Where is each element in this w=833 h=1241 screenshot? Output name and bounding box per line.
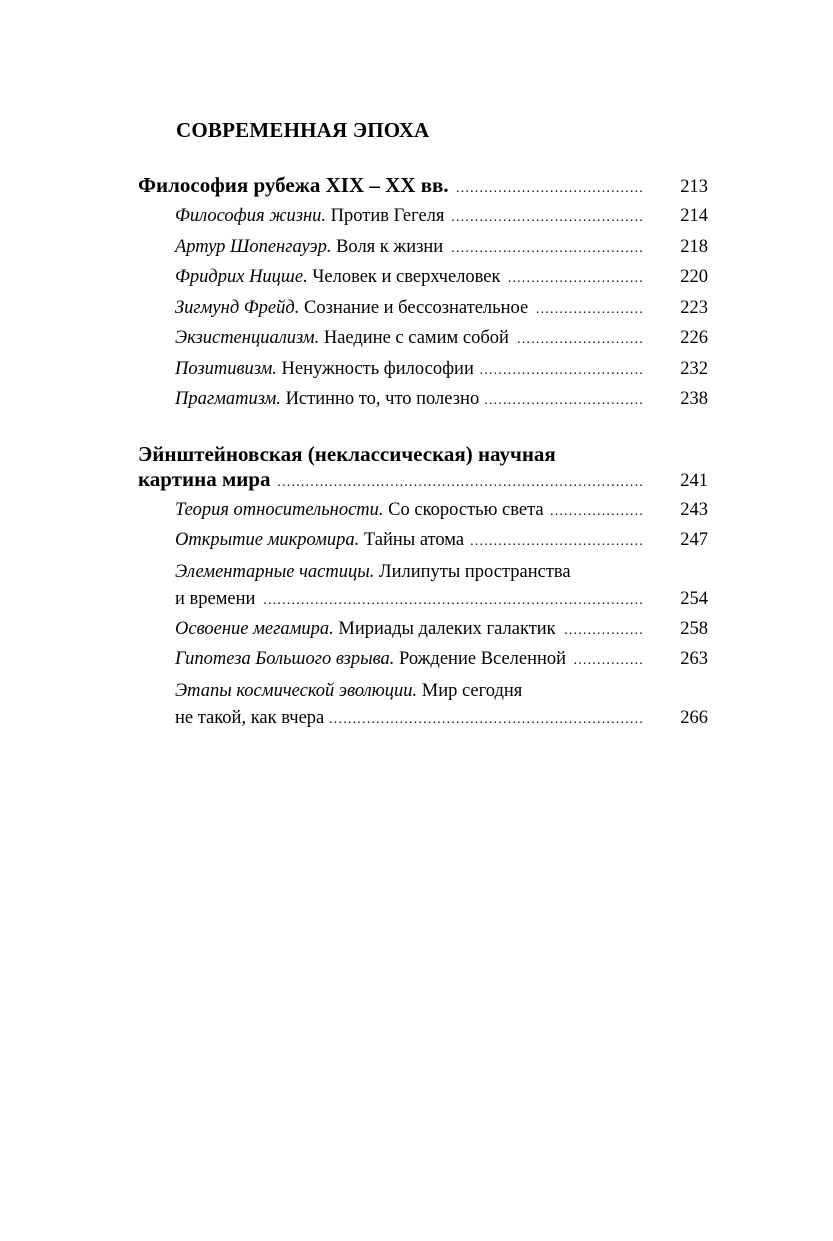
dot-leader (480, 356, 644, 386)
toc-entry (138, 615, 708, 646)
dot-leader (507, 264, 644, 294)
dot-leader (330, 706, 644, 733)
page-number: 238 (680, 389, 708, 409)
page-number: 226 (680, 328, 708, 348)
entry-title: Сознание и бессознательное (299, 297, 529, 318)
entry-italic: Фридрих Ницше. (175, 267, 308, 287)
entry-title: Воля к жизни (331, 236, 444, 257)
dot-leader (449, 234, 644, 264)
entry-italic: Артур Шопенгауэр. (175, 236, 332, 257)
entry-title: Со скоростью света (383, 499, 544, 520)
chapter-title-line2: картина мира (138, 466, 271, 491)
chapter-heading (138, 466, 708, 496)
entry-italic: Этапы космической эволюции. (175, 680, 418, 701)
part-title: СОВРЕМЕННАЯ ЭПОХА (176, 118, 430, 142)
entry-italic: Философия жизни. (175, 206, 327, 226)
entry-italic: Экзистенциализм. (175, 328, 320, 348)
entry-title: Человек и сверхчеловек (307, 267, 501, 287)
entry-italic: Позитивизм. (175, 358, 277, 379)
entry-title: Лилипуты пространства (374, 561, 571, 582)
entry-title: Тайны атома (359, 530, 465, 550)
toc-chapter (138, 172, 708, 416)
dot-leader (470, 527, 644, 557)
entry-title: Ненужность философии (276, 358, 474, 379)
entry-title: Рождение Вселенной (394, 649, 567, 669)
entry-title-continued: не такой, как вчера (175, 707, 325, 728)
toc-entry (138, 557, 708, 615)
entry-title: Против Гегеля (326, 206, 445, 226)
toc-entry (138, 263, 708, 294)
dot-leader (261, 587, 644, 614)
dot-leader (550, 497, 644, 527)
page-number: 263 (680, 649, 708, 669)
page-number: 213 (680, 177, 708, 197)
entry-italic: Освоение мегамира. (175, 618, 334, 639)
entry-title-continued: и времени (175, 588, 256, 609)
entry-italic: Элементарные частицы. (175, 561, 375, 582)
chapter-heading (138, 172, 708, 202)
dot-leader (277, 470, 644, 496)
page-number: 232 (680, 358, 708, 379)
dot-leader (534, 295, 644, 325)
entry-title: Истинно то, что полезно (280, 389, 480, 409)
toc-entry (138, 233, 708, 264)
toc-entry (138, 294, 708, 325)
page-number: 266 (680, 707, 708, 728)
page-number: 218 (680, 236, 708, 257)
page-number: 214 (680, 206, 708, 226)
page-number: 220 (680, 267, 708, 287)
dot-leader (515, 325, 644, 355)
page-number: 254 (680, 588, 708, 609)
entry-italic: Прагматизм. (175, 389, 281, 409)
dot-leader (485, 386, 644, 416)
entry-title: Мир сегодня (417, 680, 523, 701)
entry-title: Мириады далеких галактик (333, 618, 556, 639)
toc-entry (138, 355, 708, 386)
page-number: 243 (680, 499, 708, 520)
chapter-title-line1: Эйнштейновская (неклассическая) научная (138, 441, 556, 466)
chapter-title: Философия рубежа XIX – XX вв. (138, 173, 449, 197)
dot-leader (455, 176, 644, 202)
toc-entry (138, 202, 708, 233)
toc-entry (138, 324, 708, 355)
dot-leader (562, 616, 644, 646)
entry-title: Наедине с самим собой (319, 328, 509, 348)
page-number: 258 (680, 618, 708, 639)
entry-italic: Зигмунд Фрейд. (175, 297, 300, 318)
entry-italic: Гипотеза Большого взрыва. (175, 649, 395, 669)
entry-italic: Теория относительности. (175, 499, 384, 520)
toc-entry (138, 496, 708, 527)
toc-entry (138, 645, 708, 676)
entry-italic: Открытие микромира. (175, 530, 360, 550)
toc-entry (138, 676, 708, 734)
page-number: 223 (680, 297, 708, 318)
dot-leader (572, 646, 644, 676)
table-of-contents (138, 172, 708, 734)
toc-entry (138, 526, 708, 557)
toc-chapter (138, 442, 708, 734)
toc-entry (138, 385, 708, 416)
dot-leader (450, 203, 644, 233)
page-number: 241 (680, 470, 708, 491)
page-number: 247 (680, 530, 708, 550)
